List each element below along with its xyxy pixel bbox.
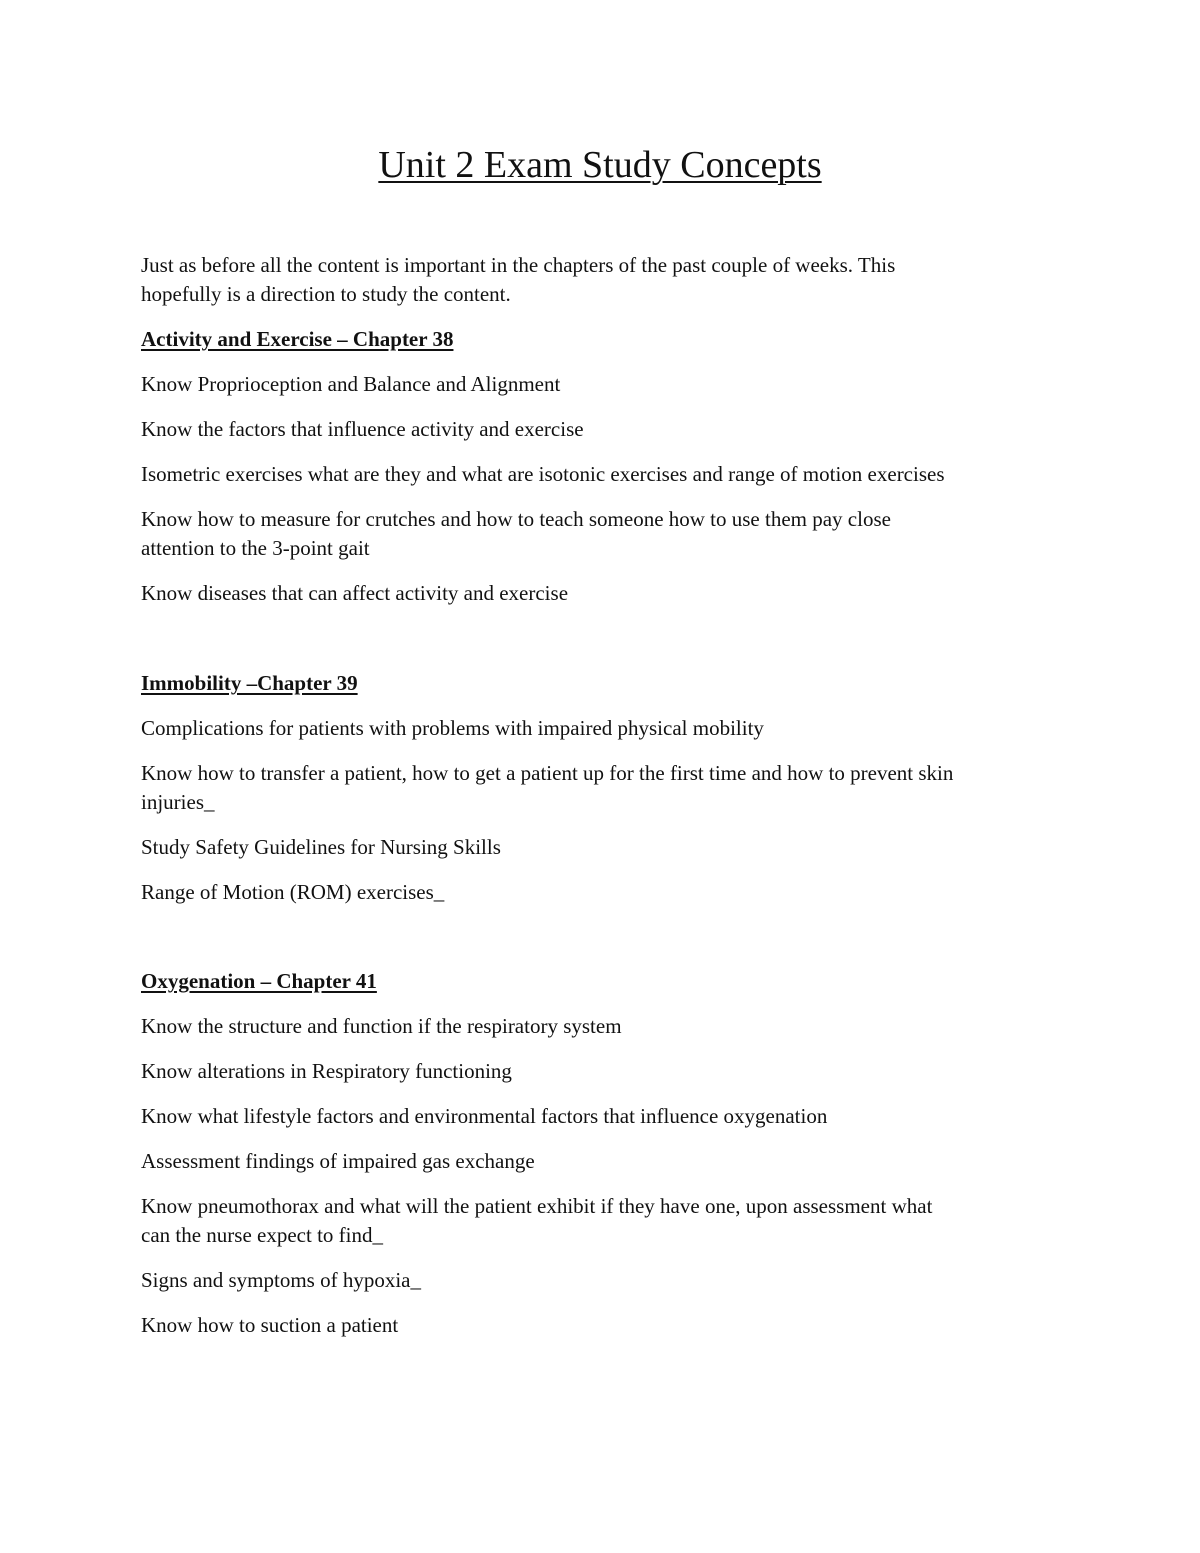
study-item: Range of Motion (ROM) exercises_: [141, 880, 445, 904]
study-item: Know Proprioception and Balance and Alignment: [141, 372, 561, 396]
section-heading-activity-exercise: Activity and Exercise – Chapter 38: [141, 327, 454, 351]
study-item: attention to the 3-point gait: [141, 536, 370, 560]
study-item: Know diseases that can affect activity and exercise: [141, 581, 569, 605]
intro-line: hopefully is a direction to study the content.: [141, 282, 511, 306]
study-item: Isometric exercises what are they and what are isotonic exercises and range of motion exercises: [141, 462, 945, 486]
study-item: Complications for patients with problems with impaired physical mobility: [141, 716, 764, 740]
study-item: Study Safety Guidelines for Nursing Skills: [141, 835, 501, 859]
study-item: Know the structure and function if the respiratory system: [141, 1014, 622, 1038]
study-item: injuries_: [141, 790, 215, 814]
study-item: Know pneumothorax and what will the patient exhibit if they have one, upon assessment what: [141, 1194, 933, 1218]
study-item: Signs and symptoms of hypoxia_: [141, 1268, 422, 1292]
section-heading-immobility: Immobility –Chapter 39: [141, 671, 358, 695]
study-item: Know how to transfer a patient, how to get a patient up for the first time and how to prevent skin: [141, 761, 954, 785]
study-item: Know what lifestyle factors and environmental factors that influence oxygenation: [141, 1104, 828, 1128]
study-item: Know how to suction a patient: [141, 1313, 399, 1337]
study-item: Assessment findings of impaired gas exchange: [141, 1149, 535, 1173]
study-item: Know alterations in Respiratory functioning: [141, 1059, 512, 1083]
section-heading-oxygenation: Oxygenation – Chapter 41: [141, 969, 377, 993]
document-title: Unit 2 Exam Study Concepts: [378, 144, 822, 186]
study-item: Know the factors that influence activity and exercise: [141, 417, 584, 441]
study-item: Know how to measure for crutches and how to teach someone how to use them pay close: [141, 507, 891, 531]
intro-line: Just as before all the content is important in the chapters of the past couple of weeks. This: [141, 253, 896, 277]
study-item: can the nurse expect to find_: [141, 1223, 383, 1247]
